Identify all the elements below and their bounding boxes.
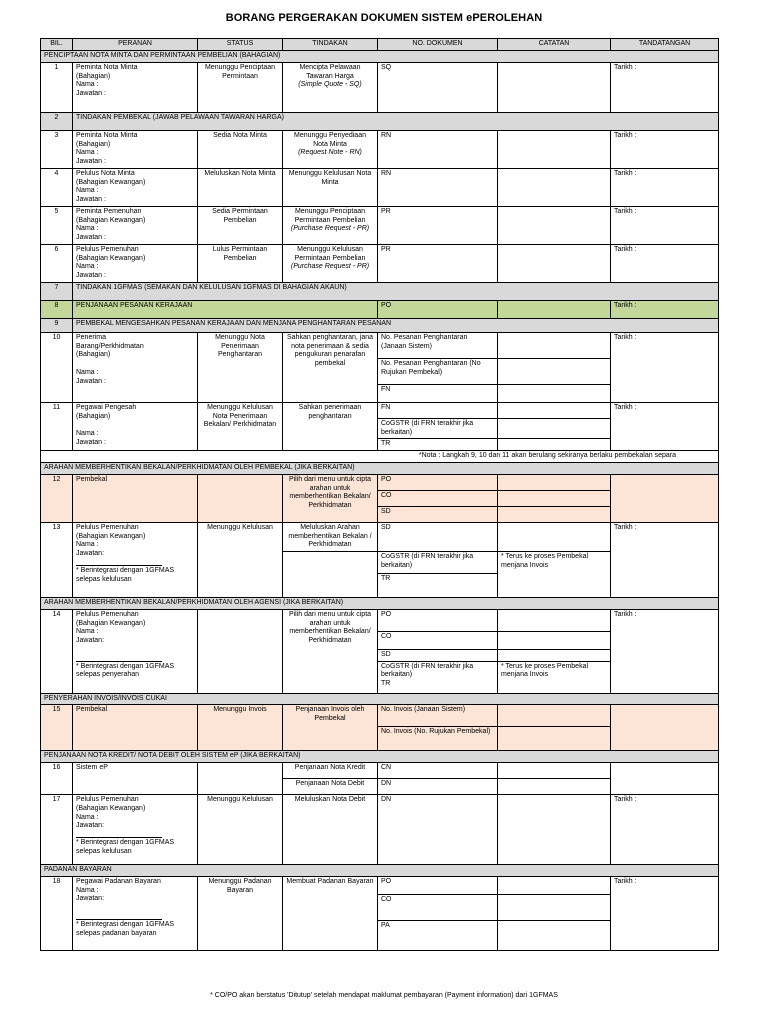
signature-cell[interactable]: Tarikh : [611,402,719,451]
catatan-cell[interactable] [498,490,611,506]
tindakan-cell: Meluluskan Nota Debit [283,795,378,865]
status-cell: Menunggu Kelulusan Nota Penerimaan Bekalan/ Perkhidmatan [198,402,283,451]
section-row [41,463,719,475]
signature-cell[interactable] [611,705,719,751]
doc-number-cell[interactable]: No. Pesanan Penghantaran (Janaan Sistem) [378,332,498,358]
signature-cell[interactable]: Tarikh : [611,522,719,597]
table-row [41,522,719,551]
catatan-cell[interactable] [498,418,611,439]
table-row [41,876,719,894]
row-number: 12 [41,474,73,522]
status-cell: Meluluskan Nota Minta [198,168,283,206]
signature-line [76,831,162,838]
doc-number-cell[interactable]: CoGSTR (di FRN terakhir jika berkaitan) TR [378,661,498,693]
section-title: ARAHAN MEMBERHENTIKAN BEKALAN/PERKHIDMATAN OLEH AGENSI (JIKA BERKAITAN) [41,598,719,610]
status-cell: Menunggu Penciptaan Permintaan [198,62,283,112]
table-row [41,332,719,358]
status-cell: Sedia Permintaan Pembelian [198,206,283,244]
table-row [41,300,719,318]
row-number: 3 [41,130,73,168]
tindakan-cell: Sahkan penghantaran, jana nota penerimaan & sedia pengukuran penarafan pembekal [283,332,378,402]
doc-number-cell[interactable]: CoGSTR (di FRN terakhir jika berkaitan) [378,418,498,439]
doc-number-cell[interactable]: SD [378,506,498,522]
table-row [41,168,719,206]
peranan-cell[interactable]: Pelulus Pemenuhan (Bahagian Kewangan) Nama : Jawatan: * Berintegrasi dengan 1GFMAS selepas kelulusan [73,522,198,597]
row-number: 14 [41,609,73,693]
table-row [41,474,719,490]
doc-number-cell[interactable]: PA [378,920,498,950]
catatan-cell[interactable] [498,439,611,451]
tindakan-cell: Penjanaan Nota Kredit [283,763,378,779]
doc-number-cell[interactable]: DN [378,795,498,865]
row-number: 5 [41,206,73,244]
signature-line [76,559,162,566]
doc-number-cell[interactable]: No. Pesanan Penghantaran (No Rujukan Pembekal) [378,358,498,384]
doc-number-cell[interactable]: SQ [378,62,498,112]
tindakan-cell: Menunggu Kelulusan Nota Minta [283,168,378,206]
doc-number-cell[interactable]: CN [378,763,498,779]
signature-cell[interactable] [611,62,719,112]
tindakan-cell: Menunggu Kelulusan Permintaan Pembelian (Purchase Request - PR) [283,244,378,282]
table-row [41,62,719,112]
row-number: 4 [41,168,73,206]
row-number: 13 [41,522,73,597]
col-catatan: CATATAN [498,39,611,51]
peranan-cell[interactable]: Pegawai Pengesah (Bahagian) Nama : Jawatan : [73,402,198,451]
peranan-cell[interactable]: Pelulus Pemenuhan (Bahagian Kewangan) Nama : Jawatan: * Berintegrasi dengan 1GFMAS selepas penyerahan [73,609,198,693]
table-row [41,282,719,300]
row-number: 2 [41,112,73,130]
integration-note: * Berintegrasi dengan 1GFMAS selepas kelulusan [76,566,175,583]
signature-cell[interactable]: Tarikh : [611,876,719,950]
catatan-cell[interactable] [498,705,611,727]
tindakan-cell: Membuat Padanan Bayaran [283,876,378,950]
catatan-cell[interactable] [498,763,611,779]
catatan-cell[interactable] [498,876,611,894]
col-peranan: PERANAN [73,39,198,51]
integration-note: * Berintegrasi dengan 1GFMAS selepas padanan bayaran [76,920,175,937]
section-title: ARAHAN MEMBERHENTIKAN BEKALAN/PERKHIDMATAN OLEH PEMBEKAL (JIKA BERKAITAN) [41,463,719,475]
table-row [41,402,719,418]
catatan-cell[interactable] [498,206,611,244]
section-title: PENCIPTAAN NOTA MINTA DAN PERMINTAAN PEMBELIAN (BAHAGIAN) [41,51,719,63]
doc-number-cell[interactable]: No. Invois (No. Rujukan Pembekal) [378,727,498,751]
peranan-cell[interactable]: Pembekal [73,705,198,751]
doc-number-cell[interactable]: CO [378,490,498,506]
table-row [41,795,719,865]
jawatan-label: Jawatan : [76,90,106,97]
doc-number-cell[interactable]: TR [378,439,498,451]
catatan-cell[interactable] [498,522,611,551]
row-number: 18 [41,876,73,950]
col-tindakan: TINDAKAN [283,39,378,51]
status-cell: Menunggu Nota Penerimaan Penghantaran [198,332,283,402]
col-status: STATUS [198,39,283,51]
catatan-cell[interactable] [498,332,611,358]
integration-note: * Berintegrasi dengan 1GFMAS selepas penyerahan [76,662,175,679]
col-no-dokumen: NO. DOKUMEN [378,39,498,51]
step-title: TINDAKAN 1GFMAS (SEMAKAN DAN KELULUSAN 1GFMAS DI BAHAGIAN AKAUN) [73,282,719,300]
step-title: PENJANAAN PESANAN KERAJAAN [73,300,378,318]
catatan-cell[interactable] [498,894,611,920]
status-cell [198,763,283,795]
catatan-cell[interactable] [498,474,611,490]
catatan-cell[interactable] [498,506,611,522]
table-row [41,112,719,130]
catatan-cell[interactable] [498,727,611,751]
row-number: 7 [41,282,73,300]
signature-cell[interactable] [611,474,719,522]
signature-cell[interactable]: Tarikh : [611,130,719,168]
row-number: 17 [41,795,73,865]
peranan-cell[interactable]: Sistem eP [73,763,198,795]
table-row [41,206,719,244]
tindakan-cell: Meluluskan Arahan memberhentikan Bekalan / Perkhidmatan [283,522,378,551]
tindakan-cell: Pilih dari menu untuk cipta arahan untuk memberhentikan Bekalan/ Perkhidmatan [283,474,378,522]
document-movement-table [40,38,719,951]
step-title: TINDAKAN PEMBEKAL (JAWAB PELAWAAN TAWARAN HARGA) [73,112,719,130]
tindakan-cell: Menunggu Penciptaan Permintaan Pembelian (Purchase Request - PR) [283,206,378,244]
catatan-cell[interactable] [498,631,611,649]
doc-number-cell[interactable]: PO [378,609,498,631]
doc-number-cell[interactable]: PO [378,300,498,318]
peranan-cell[interactable]: Pembekal [73,474,198,522]
tindakan-cell: Pilih dari menu untuk cipta arahan untuk memberhentikan Bekalan/ Perkhidmatan [283,609,378,693]
row-number: 16 [41,763,73,795]
section-row [41,751,719,763]
row-number: 10 [41,332,73,402]
doc-number-cell[interactable]: SD [378,522,498,551]
status-cell: Menunggu Kelulusan [198,522,283,597]
tindakan-cell: Sahkan penerimaan penghantaran [283,402,378,451]
status-cell: Menunggu Invois [198,705,283,751]
catatan-cell[interactable] [498,130,611,168]
catatan-cell[interactable] [498,795,611,865]
note-row [41,451,719,463]
row-number: 8 [41,300,73,318]
table-row [41,130,719,168]
doc-number-cell[interactable]: PR [378,244,498,282]
catatan-cell[interactable] [498,358,611,384]
doc-number-cell[interactable]: PR [378,206,498,244]
catatan-cell[interactable] [498,62,611,112]
section-title: PENYERAHAN INVOIS/INVOIS CUKAI [41,693,719,705]
status-cell: Menunggu Padanan Bayaran [198,876,283,950]
section-title: PENJANAAN NOTA KREDIT/ NOTA DEBIT OLEH SISTEM eP (JIKA BERKAITAN) [41,751,719,763]
doc-number-cell[interactable]: SD [378,649,498,661]
peranan-cell[interactable] [73,62,198,112]
tarikh-label: Tarikh : [614,63,637,71]
catatan-cell[interactable] [498,920,611,950]
step-title: PEMBEKAL MENGESAHKAN PESANAN KERAJAAN DAN MENJANA PENGHANTARAN PESANAN [73,318,719,332]
col-bil: BIL. [41,39,73,51]
signature-line [76,913,162,920]
footnote: * CO/PO akan berstatus 'Ditutup' setelah mendapat maklumat pembayaran (Payment information) dari 1GFMAS [210,992,558,999]
status-cell: Lulus Permintaan Pembelian [198,244,283,282]
section-row [41,598,719,610]
role-unit: (Bahagian) [76,72,111,80]
tindakan-cell-empty [283,552,378,598]
doc-number-cell[interactable]: RN [378,130,498,168]
section-title: PADANAN BAYARAN [41,865,719,877]
integration-note: * Berintegrasi dengan 1GFMAS selepas kelulusan [76,839,175,855]
status-cell: Sedia Nota Minta [198,130,283,168]
section-row [41,693,719,705]
doc-number-cell[interactable]: CoGSTR (di FRN terakhir jika berkaitan) [378,552,498,574]
peranan-cell[interactable]: Penerima Barang/Perkhidmatan (Bahagian) Nama : Jawatan : [73,332,198,402]
catatan-cell[interactable] [498,300,611,318]
catatan-cell[interactable] [498,244,611,282]
doc-number-cell[interactable]: FN [378,402,498,418]
doc-number-cell[interactable]: PO [378,876,498,894]
catatan-cell[interactable] [498,649,611,661]
row-number: 6 [41,244,73,282]
doc-number-cell[interactable]: DN [378,779,498,795]
tindakan-cell: Penjanaan Invois oleh Pembekal [283,705,378,751]
peranan-cell[interactable]: Pegawai Padanan Bayaran Nama : Jawatan: * Berintegrasi dengan 1GFMAS selepas padanan bayaran [73,876,198,950]
col-tandatangan: TANDATANGAN [611,39,719,51]
table-row [41,609,719,631]
peranan-cell[interactable]: Pelulus Pemenuhan (Bahagian Kewangan) Nama : Jawatan : [73,244,198,282]
table-row [41,763,719,779]
row-number: 11 [41,402,73,451]
name-label: Nama : [76,81,99,89]
signature-cell[interactable]: Tarikh : [611,300,719,318]
signature-cell[interactable]: Tarikh : [611,795,719,865]
catatan-cell[interactable]: * Terus ke proses Pembekal menjana Invois [498,552,611,598]
doc-number-cell[interactable]: CO [378,631,498,649]
doc-number-cell[interactable]: CO [378,894,498,920]
row-number: 1 [41,62,73,112]
peranan-cell[interactable]: Peminta Nota Minta (Bahagian) Nama : Jawatan : [73,130,198,168]
status-cell [198,609,283,693]
catatan-cell[interactable] [498,402,611,418]
section-row [41,51,719,63]
signature-cell[interactable]: Tarikh : [611,332,719,402]
signature-cell[interactable]: Tarikh : [611,609,719,693]
row-number: 15 [41,705,73,751]
signature-cell[interactable]: Tarikh : [611,168,719,206]
table-row [41,318,719,332]
doc-number-cell[interactable]: RN [378,168,498,206]
signature-cell[interactable] [611,763,719,795]
table-header-row [41,39,719,51]
doc-number-cell[interactable]: FN [378,384,498,402]
tindakan-cell: Menunggu Penyediaan Nota Minta (Request Note - RN) [283,130,378,168]
catatan-cell[interactable]: * Terus ke proses Pembekal menjana Invois [498,661,611,693]
status-cell: Menunggu Kelulusan [198,795,283,865]
catatan-cell[interactable] [498,168,611,206]
table-row [41,705,719,727]
signature-cell[interactable]: Tarikh : [611,244,719,282]
doc-number-cell[interactable]: No. Invois (Janaan Sistem) [378,705,498,727]
signature-cell[interactable]: Tarikh : [611,206,719,244]
peranan-cell[interactable]: Peminta Pemenuhan (Bahagian Kewangan) Nama : Jawatan : [73,206,198,244]
catatan-cell[interactable] [498,609,611,631]
tindakan-cell: Mencipta Pelawaan Tawaran Harga (Simple Quote - SQ) [283,62,378,112]
catatan-cell[interactable] [498,384,611,402]
role-name: Peminta Nota Minta [76,63,138,71]
peranan-cell[interactable]: Pelulus Nota Minta (Bahagian Kewangan) Nama : Jawatan : [73,168,198,206]
table-row [41,244,719,282]
peranan-cell[interactable]: Pelulus Pemenuhan (Bahagian Kewangan) Nama : Jawatan: * Berintegrasi dengan 1GFMAS selepas kelulusan [73,795,198,865]
catatan-cell[interactable] [498,779,611,795]
form-title: BORANG PERGERAKAN DOKUMEN SISTEM ePEROLEHAN [225,12,543,24]
row-number: 9 [41,318,73,332]
doc-number-cell[interactable]: PO [378,474,498,490]
repeat-note: *Nota : Langkah 9, 10 dan 11 akan berulang sekiranya berlaku pembekalan separa [41,451,719,463]
signature-line [76,655,162,662]
status-cell [198,474,283,522]
tindakan-cell: Penjanaan Nota Debit [283,779,378,795]
doc-number-cell[interactable]: TR [378,574,498,598]
section-row [41,865,719,877]
